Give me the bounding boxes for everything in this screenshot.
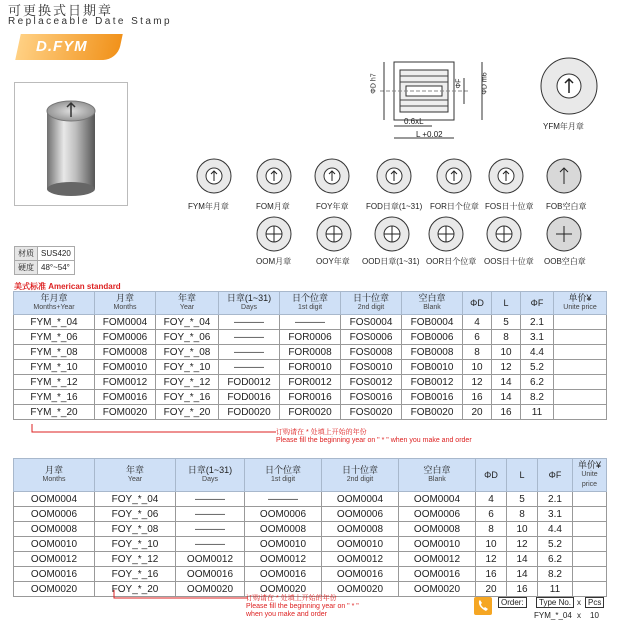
t1-header-9: ΦF bbox=[521, 292, 554, 315]
table-cell: FOR0006 bbox=[280, 330, 341, 345]
table-cell: ——— bbox=[245, 492, 322, 507]
table-row bbox=[14, 552, 607, 567]
table-cell bbox=[573, 582, 607, 597]
table-cell: FOB0020 bbox=[402, 405, 463, 420]
t2-header-3: 日个位章 1st digit bbox=[245, 459, 322, 492]
table-cell: OOM0016 bbox=[322, 567, 399, 582]
material-value: SUS420 bbox=[38, 247, 75, 261]
table-cell bbox=[554, 330, 607, 345]
table-cell: 12 bbox=[476, 552, 507, 567]
table-row bbox=[14, 315, 607, 330]
dim-d-label: ΦD h7 bbox=[370, 73, 378, 94]
table-cell: FOR0016 bbox=[280, 390, 341, 405]
table-cell: 5.2 bbox=[538, 537, 573, 552]
table-cell: 2.1 bbox=[538, 492, 573, 507]
order-type-no: Type No. bbox=[536, 598, 574, 607]
table-cell: OOM0016 bbox=[14, 567, 95, 582]
t2-header-7: L bbox=[507, 459, 538, 492]
table-cell: 8 bbox=[492, 330, 521, 345]
table-cell: 16 bbox=[463, 390, 492, 405]
table-cell: OOM0020 bbox=[176, 582, 245, 597]
table-cell: ——— bbox=[219, 360, 280, 375]
table-cell: OOM0012 bbox=[14, 552, 95, 567]
stamp-row-2 bbox=[250, 216, 620, 260]
stamp-label-oob: OOB空白章 bbox=[544, 257, 586, 266]
table-cell: FOY_*_16 bbox=[156, 390, 219, 405]
t1-header-3: 日章(1~31) Days bbox=[219, 292, 280, 315]
table-cell: FYM_*_20 bbox=[14, 405, 95, 420]
stamp-label-fym: FYM年月章 bbox=[188, 202, 229, 211]
t2-header-5: 空白章 Blank bbox=[399, 459, 476, 492]
table-cell: 14 bbox=[507, 552, 538, 567]
stamp-fos bbox=[488, 158, 524, 199]
table-cell: 8 bbox=[507, 507, 538, 522]
table-cell: FOY_*_04 bbox=[95, 492, 176, 507]
table-cell: OOM0006 bbox=[14, 507, 95, 522]
title-en: Replaceable Date Stamp bbox=[8, 16, 172, 27]
table-cell: 4.4 bbox=[538, 522, 573, 537]
table-cell: FYM_*_04 bbox=[14, 315, 95, 330]
table-row bbox=[14, 360, 607, 375]
stamp-label-oom: OOM月章 bbox=[256, 257, 292, 266]
t2-body bbox=[14, 492, 607, 597]
table-cell: 4 bbox=[463, 315, 492, 330]
table-cell: 11 bbox=[538, 582, 573, 597]
t2-note: 订购请在 * 处填上开始的年份 Please fill the beginning year on " * " when you make and order bbox=[246, 595, 359, 618]
table-row bbox=[14, 567, 607, 582]
table-cell: 6 bbox=[476, 507, 507, 522]
table-cell: FOY_*_04 bbox=[156, 315, 219, 330]
table-cell: 12 bbox=[463, 375, 492, 390]
table-cell: OOM0008 bbox=[399, 522, 476, 537]
table-cell bbox=[573, 567, 607, 582]
stamp-label-fod: FOD日章(1~31) bbox=[366, 202, 423, 211]
table-cell: 3.1 bbox=[521, 330, 554, 345]
order-x: x bbox=[577, 598, 581, 607]
stamp-cylinder-image bbox=[15, 83, 127, 205]
table-cell: OOM0008 bbox=[14, 522, 95, 537]
order-example-x: x bbox=[577, 611, 581, 620]
t1-note: 订购请在 * 处填上开始的年份 Please fill the beginning year on " * " when you make and order bbox=[276, 429, 472, 444]
t2-header-0: 月章 Months bbox=[14, 459, 95, 492]
table-cell: OOM0012 bbox=[399, 552, 476, 567]
table-cell bbox=[554, 345, 607, 360]
table-cell: ——— bbox=[280, 315, 341, 330]
yfm-stamp-face bbox=[540, 55, 598, 117]
stamp-fob bbox=[546, 158, 582, 199]
t1-note-bracket bbox=[30, 424, 280, 438]
stamp-label-for: FOR日个位章 bbox=[430, 202, 479, 211]
table-row bbox=[14, 390, 607, 405]
table-cell: FOY_*_20 bbox=[156, 405, 219, 420]
table-cell: OOM0012 bbox=[176, 552, 245, 567]
table-cell: FOY_*_10 bbox=[156, 360, 219, 375]
table-cell: FOM0004 bbox=[95, 315, 156, 330]
table-cell: 4 bbox=[476, 492, 507, 507]
table-cell: FOS0016 bbox=[341, 390, 402, 405]
table-cell: FOS0008 bbox=[341, 345, 402, 360]
table-cell bbox=[573, 522, 607, 537]
table-cell bbox=[573, 507, 607, 522]
table-row bbox=[14, 507, 607, 522]
order-label: Order: bbox=[498, 598, 527, 607]
table-cell: FOR0012 bbox=[280, 375, 341, 390]
product-photo bbox=[14, 82, 128, 206]
table-cell: OOM0010 bbox=[245, 537, 322, 552]
t2-note-bracket bbox=[112, 590, 252, 604]
yfm-stamp-caption: YFM年月章 bbox=[543, 122, 584, 131]
table-cell: FOR0020 bbox=[280, 405, 341, 420]
t2-header-9: 单价¥ Unite price bbox=[573, 459, 607, 492]
table-cell: 8 bbox=[463, 345, 492, 360]
table-cell: 10 bbox=[463, 360, 492, 375]
table-cell: FOD0020 bbox=[219, 405, 280, 420]
table-cell: OOM0016 bbox=[399, 567, 476, 582]
stamp-oor bbox=[428, 216, 464, 257]
material-label: 材质 bbox=[15, 247, 38, 261]
table-cell: FOB0012 bbox=[402, 375, 463, 390]
t1-header-2: 年章 Year bbox=[156, 292, 219, 315]
table-cell: OOM0020 bbox=[322, 582, 399, 597]
table-cell: OOM0016 bbox=[245, 567, 322, 582]
table-cell: 10 bbox=[492, 345, 521, 360]
stamp-label-ooy: OOY年章 bbox=[316, 257, 350, 266]
table-cell: OOM0012 bbox=[322, 552, 399, 567]
material-table bbox=[14, 246, 75, 275]
table-cell: 14 bbox=[507, 567, 538, 582]
dim-06l-label: 0.6xL bbox=[404, 117, 424, 126]
table-cell: FOM0006 bbox=[95, 330, 156, 345]
product-badge-label: D.FYM bbox=[36, 38, 88, 55]
table-cell: FOS0020 bbox=[341, 405, 402, 420]
t1-header-1: 月章 Months bbox=[95, 292, 156, 315]
table-cell: FOB0004 bbox=[402, 315, 463, 330]
table-cell: FOY_*_08 bbox=[156, 345, 219, 360]
table-cell: ——— bbox=[176, 492, 245, 507]
table-cell: FYM_*_08 bbox=[14, 345, 95, 360]
t2-header-4: 日十位章 2nd digit bbox=[322, 459, 399, 492]
table-row bbox=[14, 330, 607, 345]
table-cell: OOM0010 bbox=[14, 537, 95, 552]
table-cell: FOM0020 bbox=[95, 405, 156, 420]
stamp-label-oor: OOR日个位章 bbox=[426, 257, 477, 266]
table-cell: ——— bbox=[176, 507, 245, 522]
t2-header-8: ΦF bbox=[538, 459, 573, 492]
table-cell: FOM0016 bbox=[95, 390, 156, 405]
table-cell: ——— bbox=[219, 330, 280, 345]
table-cell: FOR0008 bbox=[280, 345, 341, 360]
table-cell: FYM_*_16 bbox=[14, 390, 95, 405]
table-cell: FOY_*_08 bbox=[95, 522, 176, 537]
order-example-qty: 10 bbox=[590, 611, 599, 620]
table-cell: ——— bbox=[219, 345, 280, 360]
table-cell bbox=[554, 390, 607, 405]
table-cell: 14 bbox=[492, 390, 521, 405]
table-cell: OOM0004 bbox=[14, 492, 95, 507]
table-cell: FOM0010 bbox=[95, 360, 156, 375]
table-cell: FOR0010 bbox=[280, 360, 341, 375]
table-cell bbox=[554, 315, 607, 330]
table-cell: 3.1 bbox=[538, 507, 573, 522]
stamp-for bbox=[436, 158, 472, 199]
table-cell: 4.4 bbox=[521, 345, 554, 360]
spec-table-2 bbox=[13, 458, 607, 597]
order-example-type: FYM_*_04 bbox=[534, 611, 572, 620]
stamp-fod bbox=[376, 158, 412, 199]
t1-header-6: 空白章 Blank bbox=[402, 292, 463, 315]
table-cell: 8.2 bbox=[538, 567, 573, 582]
table-cell: FOY_*_12 bbox=[156, 375, 219, 390]
table-cell: FOB0006 bbox=[402, 330, 463, 345]
table-cell: OOM0004 bbox=[399, 492, 476, 507]
table-cell: FYM_*_10 bbox=[14, 360, 95, 375]
dim-d2-label: ΦD m6 bbox=[481, 72, 489, 95]
table-cell: FOM0008 bbox=[95, 345, 156, 360]
table-row bbox=[14, 492, 607, 507]
table-cell: OOM0006 bbox=[245, 507, 322, 522]
table-cell bbox=[573, 552, 607, 567]
table-cell: 20 bbox=[476, 582, 507, 597]
table-cell: FOD0012 bbox=[219, 375, 280, 390]
table-cell: FOB0008 bbox=[402, 345, 463, 360]
stamp-oom bbox=[256, 216, 292, 257]
stamp-oob bbox=[546, 216, 582, 257]
dim-l-label: L +0.02 bbox=[416, 130, 443, 139]
table-cell: OOM0016 bbox=[176, 567, 245, 582]
stamp-ooy bbox=[316, 216, 352, 257]
table-row bbox=[14, 345, 607, 360]
t2-header-1: 年章 Year bbox=[95, 459, 176, 492]
table-cell: 8 bbox=[476, 522, 507, 537]
table-cell: OOM0006 bbox=[322, 507, 399, 522]
table-cell: 10 bbox=[507, 522, 538, 537]
table-cell: 8.2 bbox=[521, 390, 554, 405]
t1-body bbox=[14, 315, 607, 420]
table-row bbox=[14, 405, 607, 420]
stamp-oos bbox=[486, 216, 522, 257]
table-cell: FOY_*_06 bbox=[156, 330, 219, 345]
table-cell: 12 bbox=[507, 537, 538, 552]
t2-header-2: 日章(1~31) Days bbox=[176, 459, 245, 492]
table-cell: 5 bbox=[492, 315, 521, 330]
table-cell: FYM_*_12 bbox=[14, 375, 95, 390]
stamp-foy bbox=[314, 158, 350, 199]
table-cell: OOM0020 bbox=[245, 582, 322, 597]
table-cell: OOM0008 bbox=[322, 522, 399, 537]
table-cell: 6.2 bbox=[521, 375, 554, 390]
table-cell: FOY_*_12 bbox=[95, 552, 176, 567]
t1-header-4: 日个位章 1st digit bbox=[280, 292, 341, 315]
table-cell: 6 bbox=[463, 330, 492, 345]
table-cell: FOS0006 bbox=[341, 330, 402, 345]
table-cell bbox=[573, 492, 607, 507]
t2-header-6: ΦD bbox=[476, 459, 507, 492]
table-cell: ——— bbox=[176, 537, 245, 552]
dim-f-label: ΦF bbox=[455, 78, 463, 89]
stamp-label-oos: OOS日十位章 bbox=[484, 257, 534, 266]
table-cell: OOM0012 bbox=[245, 552, 322, 567]
table-cell: FOD0016 bbox=[219, 390, 280, 405]
t1-header-7: ΦD bbox=[463, 292, 492, 315]
spec-table-1 bbox=[13, 291, 607, 420]
table-cell: FYM_*_06 bbox=[14, 330, 95, 345]
t1-header-10: 单价¥ Unite price bbox=[554, 292, 607, 315]
table-cell: 11 bbox=[521, 405, 554, 420]
order-pcs: Pcs bbox=[585, 598, 604, 607]
t1-header-5: 日十位章 2nd digit bbox=[341, 292, 402, 315]
hardness-label: 硬度 bbox=[15, 261, 38, 275]
table-cell: OOM0006 bbox=[399, 507, 476, 522]
table-cell: 12 bbox=[492, 360, 521, 375]
table-cell: 16 bbox=[476, 567, 507, 582]
table-cell: OOM0010 bbox=[399, 537, 476, 552]
phone-icon bbox=[474, 597, 492, 615]
table-cell: OOM0020 bbox=[399, 582, 476, 597]
table-cell: FOM0012 bbox=[95, 375, 156, 390]
stamp-label-foy: FOY年章 bbox=[316, 202, 349, 211]
stamp-label-ood: OOD日章(1~31) bbox=[362, 257, 420, 266]
table-row bbox=[14, 375, 607, 390]
table-cell: FOY_*_16 bbox=[95, 567, 176, 582]
table-cell: 14 bbox=[492, 375, 521, 390]
table-cell: ——— bbox=[219, 315, 280, 330]
table-row bbox=[14, 522, 607, 537]
stamp-fym bbox=[196, 158, 232, 199]
table-cell: OOM0010 bbox=[322, 537, 399, 552]
table-cell: FOS0012 bbox=[341, 375, 402, 390]
table-cell: 5.2 bbox=[521, 360, 554, 375]
table-cell bbox=[554, 375, 607, 390]
table-row bbox=[14, 537, 607, 552]
table-cell bbox=[554, 360, 607, 375]
hardness-value: 48°~54° bbox=[38, 261, 75, 275]
table-cell: 5 bbox=[507, 492, 538, 507]
table-cell: OOM0004 bbox=[322, 492, 399, 507]
table-cell: 6.2 bbox=[538, 552, 573, 567]
table-cell: FOY_*_10 bbox=[95, 537, 176, 552]
stamp-fom bbox=[256, 158, 292, 199]
table-cell: FOB0016 bbox=[402, 390, 463, 405]
table-cell: 10 bbox=[476, 537, 507, 552]
table-cell: FOY_*_06 bbox=[95, 507, 176, 522]
table-cell: FOS0010 bbox=[341, 360, 402, 375]
table-cell bbox=[573, 537, 607, 552]
stamp-ood bbox=[374, 216, 410, 257]
stamp-label-fom: FOM月章 bbox=[256, 202, 290, 211]
t1-header-0: 年月章 Months+Year bbox=[14, 292, 95, 315]
table-cell: 16 bbox=[492, 405, 521, 420]
t1-header-8: L bbox=[492, 292, 521, 315]
table-cell: FOB0010 bbox=[402, 360, 463, 375]
table-cell: OOM0008 bbox=[245, 522, 322, 537]
table-cell: FOS0004 bbox=[341, 315, 402, 330]
stamp-label-fos: FOS日十位章 bbox=[485, 202, 534, 211]
table-cell: FOY_*_20 bbox=[95, 582, 176, 597]
table-cell: 2.1 bbox=[521, 315, 554, 330]
table-cell: 20 bbox=[463, 405, 492, 420]
table-cell bbox=[554, 405, 607, 420]
table-cell: OOM0020 bbox=[14, 582, 95, 597]
table-cell: 16 bbox=[507, 582, 538, 597]
stamp-label-fob: FOB空白章 bbox=[546, 202, 587, 211]
table-cell: ——— bbox=[176, 522, 245, 537]
title-cn: 可更换式日期章 bbox=[8, 3, 114, 18]
standard-label: 美式标准 American standard bbox=[14, 282, 121, 291]
